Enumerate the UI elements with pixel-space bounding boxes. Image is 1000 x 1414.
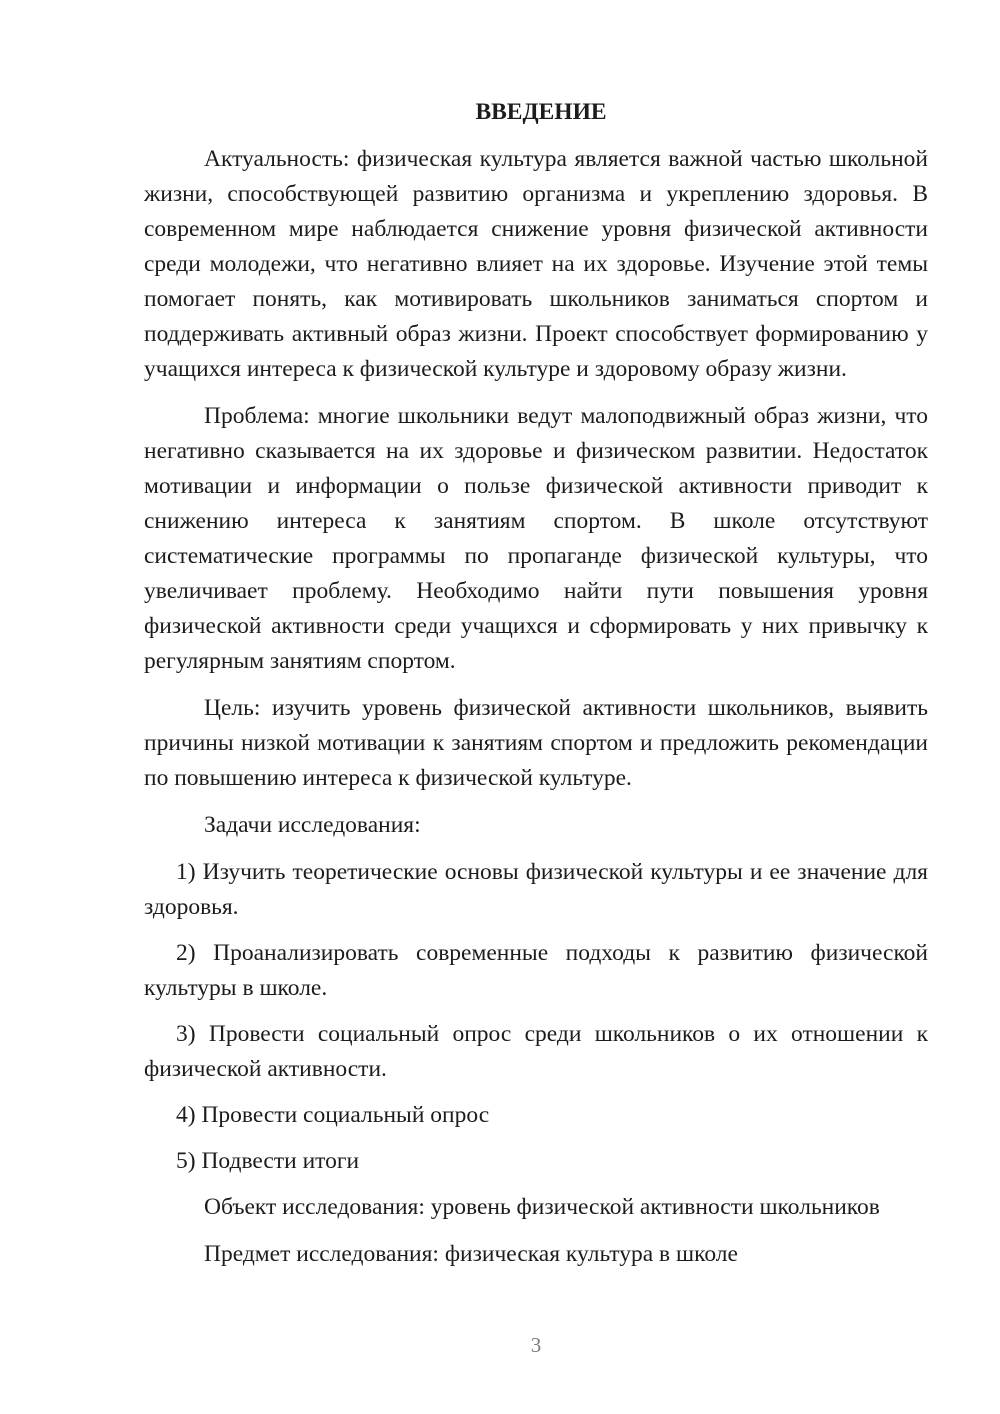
paragraph-problem: Проблема: многие школьники ведут малоподвижный образ жизни, что негативно сказывается на их здоровье и физическом развитии. Недостаток мотивации и информации о пользе физической активности приводит к снижению интереса к занятиям спортом. В школе отсутствуют систематические программы по пропаганде физической культуры, что увеличивает проблему. Необходимо найти пути повышения уровня физической активности среди учащихся и сформировать у них привычку к регулярным занятиям спортом. xyxy=(144,403,928,674)
paragraph-goal: Цель: изучить уровень физической активности школьников, выявить причины низкой мотивации к занятиям спортом и предложить рекомендации по повышению интереса к физической культуре. xyxy=(144,695,928,791)
task-item-3: 3) Провести социальный опрос среди школьников о их отношении к физической активности. xyxy=(144,1021,928,1082)
paragraph-relevance: Актуальность: физическая культура является важной частью школьной жизни, способствующей развитию организма и укреплению здоровья. В современном мире наблюдается снижение уровня физической активности среди молодежи, что негативно влияет на их здоровье. Изучение этой темы помогает понять, как мотивировать школьников заниматься спортом и поддерживать активный образ жизни. Проект способствует формированию у учащихся интереса к физической культуре и здоровому образу жизни. xyxy=(144,146,928,382)
tasks-heading: Задачи исследования: xyxy=(204,812,421,838)
task-item-4: 4) Провести социальный опрос xyxy=(176,1102,490,1128)
section-title: ВВЕДЕНИЕ xyxy=(475,99,607,125)
research-subject: Предмет исследования: физическая культура в школе xyxy=(204,1241,738,1267)
page-content xyxy=(144,95,928,1284)
task-item-2: 2) Проанализировать современные подходы к развитию физической культуры в школе. xyxy=(144,940,928,1001)
task-item-1: 1) Изучить теоретические основы физической культуры и ее значение для здоровья. xyxy=(144,859,928,920)
page-number: 3 xyxy=(530,1333,542,1357)
task-item-5: 5) Подвести итоги xyxy=(176,1148,360,1174)
research-object: Объект исследования: уровень физической активности школьников xyxy=(204,1194,880,1220)
